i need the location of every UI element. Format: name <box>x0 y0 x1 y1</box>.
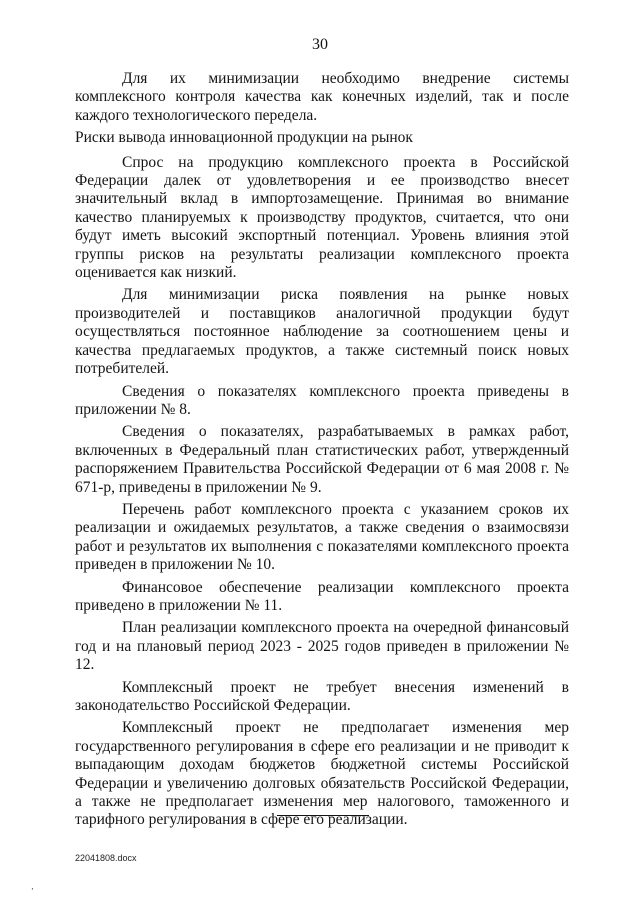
section-heading-market-risks: Риски вывода инновационной продукции на рынок <box>75 129 413 147</box>
paragraph-annex-9: Сведения о показателях, разрабатываемых в рамках работ, включенных в Федеральный план статистических работ, утвержденный распоряжением Правительства Российской Федерации от 6 мая 2008 г. № 671-р, приведены в приложении № 9. <box>75 423 569 496</box>
paragraph-annex-11: Финансовое обеспечение реализации комплексного проекта приведено в приложении № 11. <box>75 578 569 614</box>
paragraph-regulation: Комплексный проект не предполагает изменения мер государственного регулирования в сфере его реализации и не приводит к выпадающим доходам бюджетов бюджетной системы Российской Федерации и увеличению долговых обязательств Российской Федерации, а также не предполагает изменения мер налогового, таможенного и тарифного регулирования в сфере его реализации. <box>75 719 569 829</box>
paragraph-annex-8: Сведения о показателях комплексного проекта приведены в приложении № 8. <box>75 382 569 418</box>
paragraph-annex-10: Перечень работ комплексного проекта с указанием сроков их реализации и ожидаемых результатов, а также сведения о взаимосвязи работ и результатов их выполнения с показателями комплексного проекта приведен в приложении № 10. <box>75 500 569 574</box>
paragraph-minimization-control: Для их минимизации необходимо внедрение системы комплексного контроля качества как конечных изделий, так и после каждого технологического передела. <box>75 70 569 124</box>
page-number: 30 <box>312 36 328 53</box>
paragraph-legislation: Комплексный проект не требует внесения изменений в законодательство Российской Федерации. <box>75 678 569 714</box>
scan-corner-mark: ‚ <box>31 882 34 891</box>
end-of-text-divider <box>277 815 369 816</box>
paragraph-new-producers-risk: Для минимизации риска появления на рынке новых производителей и поставщиков аналогичной продукции будут осуществляться постоянное наблюдение за соотношением цены и качества предлагаемых продуктов, а также системный поиск новых потребителей. <box>75 286 569 378</box>
document-body <box>75 70 569 834</box>
paragraph-annex-12: План реализации комплексного проекта на очередной финансовый год и на плановый период 2023 - 2025 годов приведен в приложении № 12. <box>75 619 569 674</box>
document-file-name: 22041808.docx <box>75 853 137 863</box>
paragraph-demand: Спрос на продукцию комплексного проекта в Российской Федерации далек от удовлетворения и ее производство внесет значительный вклад в импортозамещение. Принимая во внимание качество планируемых к производству продуктов, считается, что они будут иметь высокий экспортный потенциал. Уровень влияния этой группы рисков на результаты реализации комплексного проекта оценивается как низкий. <box>75 153 569 282</box>
